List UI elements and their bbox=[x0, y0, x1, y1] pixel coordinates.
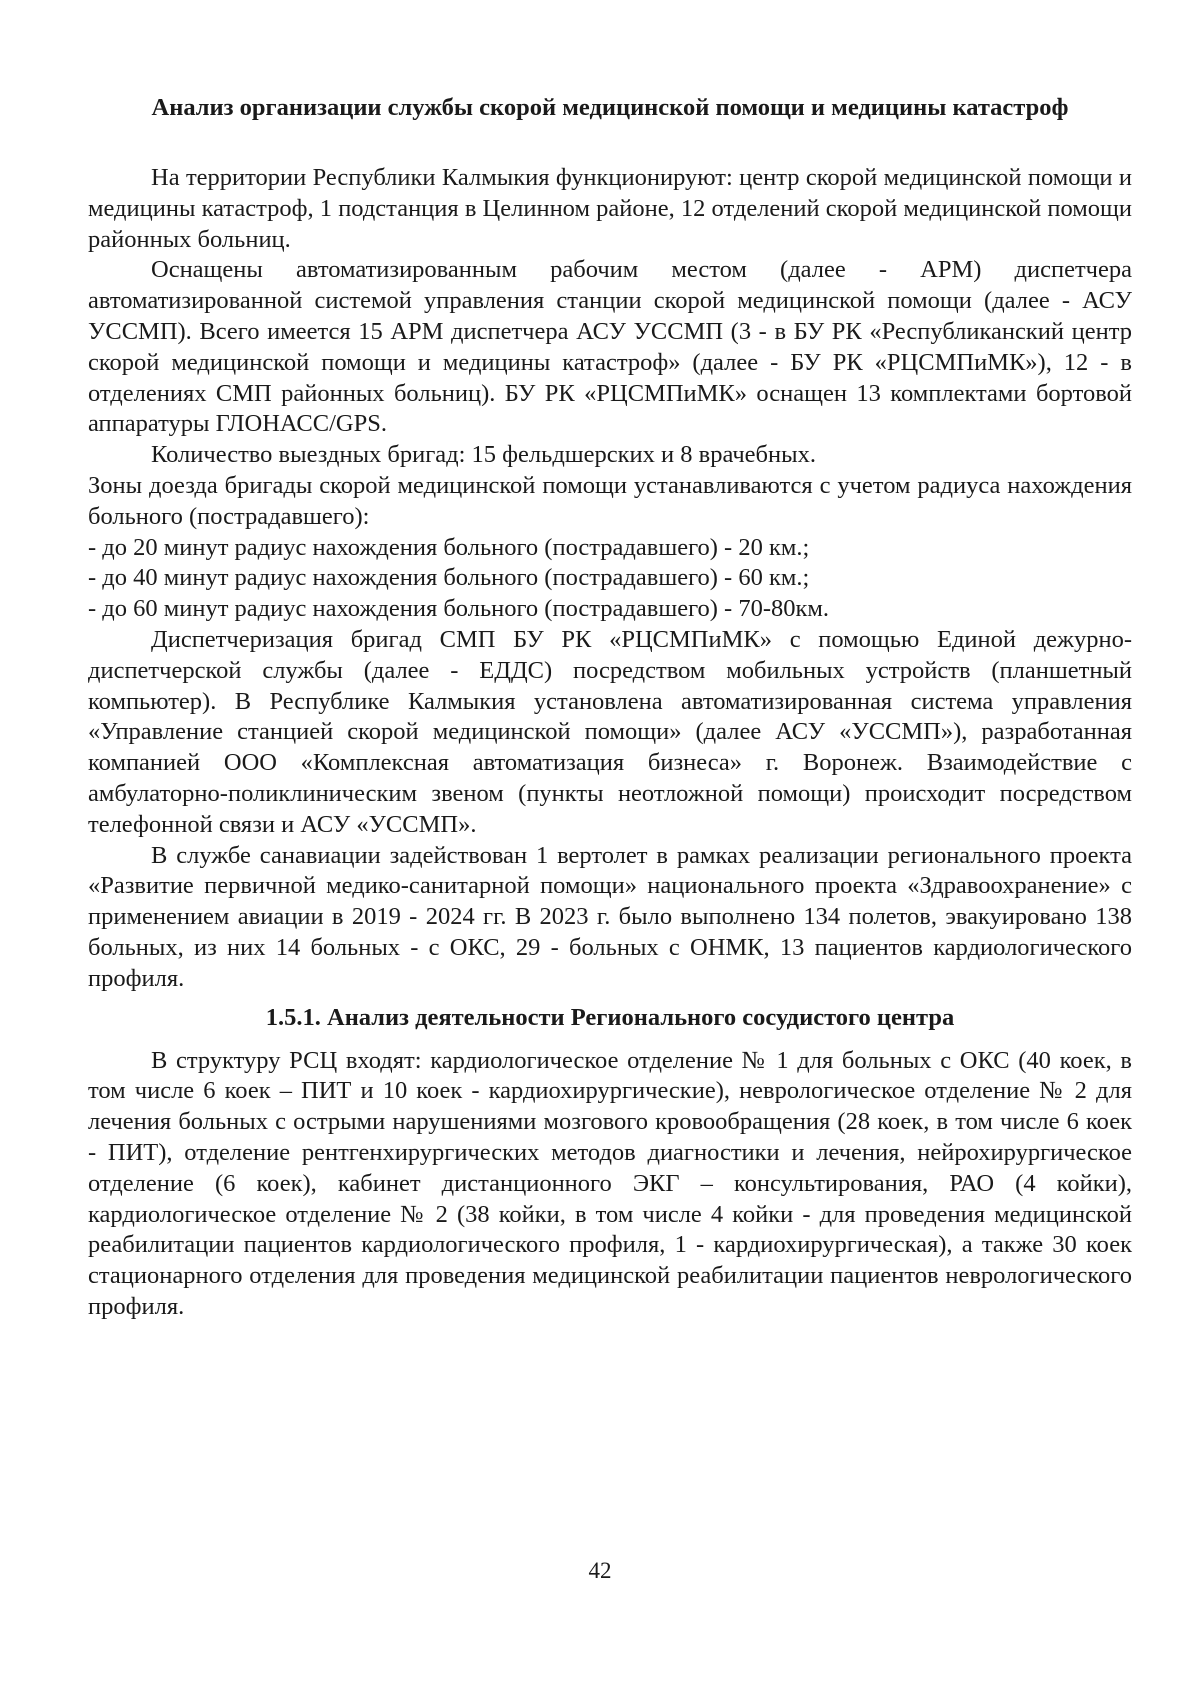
paragraph: Диспетчеризация бригад СМП БУ РК «РЦСМПиМК» с помощью Единой дежурно-диспетчерской службы (далее - ЕДДС) посредством мобильных устройств (планшетный компьютер). В Республике Калмыкия установлена автоматизированная система управления «Управление станцией скорой медицинской помощи» (далее АСУ «УССМП»), разработанная компанией ООО «Комплексная автоматизация бизнеса» г. Воронеж. Взаимодействие с амбулаторно-поликлиническим звеном (пункты неотложной помощи) происходит посредством телефонной связи и АСУ «УССМП». bbox=[88, 625, 1132, 838]
page-title: Анализ организации службы скорой медицинской помощи и медицины катастроф bbox=[151, 94, 1069, 121]
paragraph: В структуру РСЦ входят: кардиологическое отделение № 1 для больных с ОКС (40 коек, в том числе 6 коек – ПИТ и 10 коек - кардиохирургические), неврологическое отделение № 2 для лечения больных с острыми нарушениями мозгового кровообращения (28 коек, в том числе 6 коек - ПИТ), отделение рентгенхирургических методов диагностики и лечения, нейрохирургическое отделение (6 коек), кабинет дистанционного ЭКГ – консультирования, РАО (4 койки), кардиологическое отделение № 2 (38 койки, в том числе 4 койки - для проведения медицинской реабилитации пациентов кардиологического профиля, 1 - кардиохирургическая), а также 30 коек стационарного отделения для проведения медицинской реабилитации пациентов неврологического профиля. bbox=[88, 1046, 1132, 1320]
paragraph: Количество выездных бригад: 15 фельдшерских и 8 врачебных. bbox=[151, 441, 816, 469]
document-page bbox=[88, 90, 1132, 1323]
section-body-2 bbox=[88, 1046, 1132, 1323]
paragraph: На территории Республики Калмыкия функционируют: центр скорой медицинской помощи и медицины катастроф, 1 подстанция в Целинном районе, 12 отделений скорой медицинской помощи районных больниц. bbox=[88, 164, 1132, 253]
list-item: - до 40 минут радиус нахождения больного (пострадавшего) - 60 км.; bbox=[88, 564, 810, 592]
page-number: 42 bbox=[588, 1558, 612, 1583]
section-heading: 1.5.1. Анализ деятельности Регионального сосудистого центра bbox=[265, 1003, 955, 1031]
paragraph: В службе санавиации задействован 1 вертолет в рамках реализации регионального проекта «Развитие первичной медико-санитарной помощи» национального проекта «Здравоохранение» с применением авиации в 2019 - 2024 гг. В 2023 г. было выполнено 134 полетов, эвакуировано 138 больных, из них 14 больных - с ОКС, 29 - больных с ОНМК, 13 пациентов кардиологического профиля. bbox=[88, 841, 1132, 992]
list-item: - до 20 минут радиус нахождения больного (пострадавшего) - 20 км.; bbox=[88, 533, 810, 561]
paragraph: Оснащены автоматизированным рабочим местом (далее - АРМ) диспетчера автоматизированной системой управления станции скорой медицинской помощи (далее - АСУ УССМП). Всего имеется 15 АРМ диспетчера АСУ УССМП (3 - в БУ РК «Республиканский центр скорой медицинской помощи и медицины катастроф» (далее - БУ РК «РЦСМПиМК»), 12 - в отделениях СМП районных больниц). БУ РК «РЦСМПиМК» оснащен 13 комплектами бортовой аппаратуры ГЛОНАСС/GPS. bbox=[88, 256, 1132, 438]
section-body-1 bbox=[88, 163, 1132, 995]
paragraph: Зоны доезда бригады скорой медицинской помощи устанавливаются с учетом радиуса нахождения больного (пострадавшего): bbox=[88, 471, 1132, 530]
list-item: - до 60 минут радиус нахождения больного (пострадавшего) - 70-80км. bbox=[88, 595, 830, 623]
